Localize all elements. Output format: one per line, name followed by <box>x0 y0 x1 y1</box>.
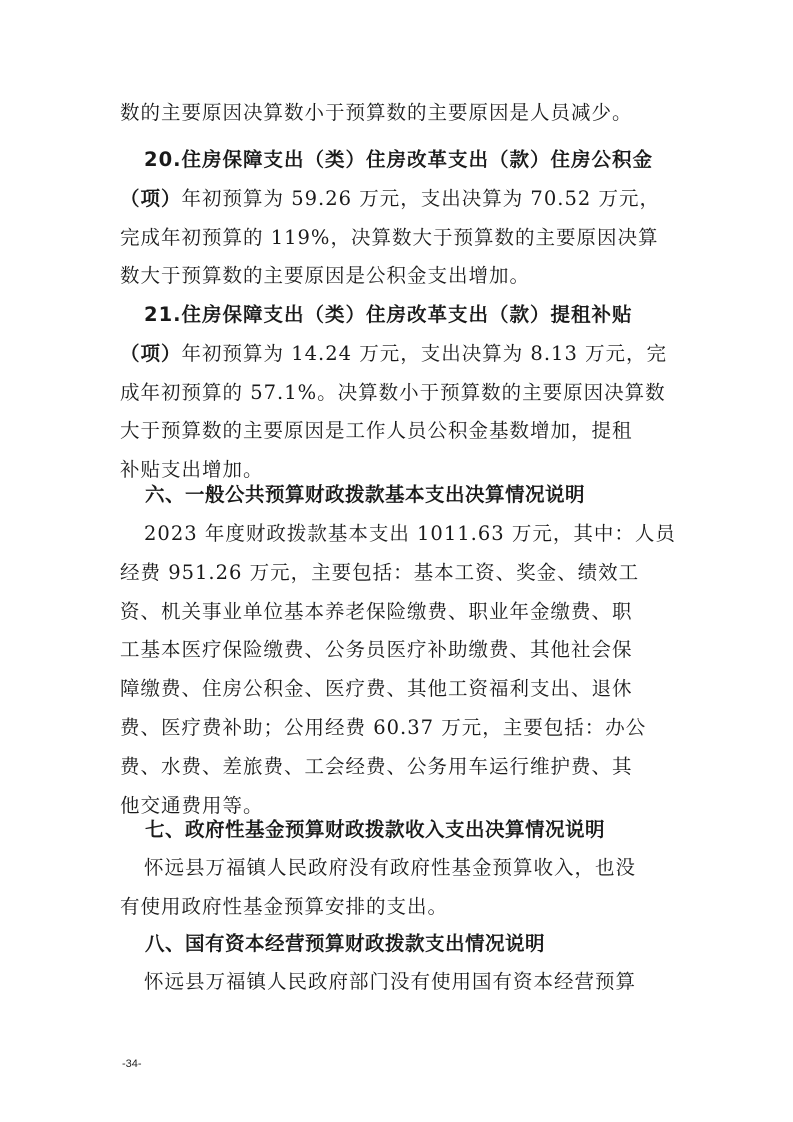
text-line: 他交通费用等。 <box>120 793 264 817</box>
text-line: 障缴费、住房公积金、医疗费、其他工资福利支出、退休 <box>120 677 633 701</box>
section-6-paragraph <box>120 515 680 825</box>
page-number: -34- <box>122 1058 142 1070</box>
section-7-paragraph <box>120 849 680 927</box>
item-21-title-cont: （项） <box>120 341 182 365</box>
text-line: 数的主要原因决算数小于预算数的主要原因是人员减少。 <box>120 101 633 124</box>
text-line: 费、水费、差旅费、工会经费、公务用车运行维护费、其 <box>120 754 633 778</box>
section-8-paragraph <box>120 963 680 1002</box>
item-20-title: 20.住房保障支出（类）住房改革支出（款）住房公积金 <box>144 148 654 171</box>
text-line: 完成年初预算的 119%，决算数大于预算数的主要原因决算 <box>120 225 659 249</box>
text-line: 2023 年度财政拨款基本支出 1011.63 万元，其中：人员 <box>144 522 676 545</box>
text-line: 工基本医疗保险缴费、公务员医疗补助缴费、其他社会保 <box>120 638 633 662</box>
text-line: 成年初预算的 57.1%。决算数小于预算数的主要原因决算数 <box>120 380 666 404</box>
text-line: 数大于预算数的主要原因是公积金支出增加。 <box>120 264 531 288</box>
text-line: 资、机关事业单位基本养老保险缴费、职业年金缴费、职 <box>120 599 633 623</box>
text-line: 经费 951.26 万元，主要包括：基本工资、奖金、绩效工 <box>120 560 640 584</box>
section-6-heading: 六、一般公共预算财政拨款基本支出决算情况说明 <box>145 483 586 506</box>
text-line: 怀远县万福镇人民政府部门没有使用国有资本经营预算 <box>144 970 637 993</box>
text-line: 有使用政府性基金预算安排的支出。 <box>120 894 449 918</box>
text-line: 补贴支出增加。 <box>120 458 264 482</box>
item-20-paragraph <box>120 141 680 296</box>
text-line: 怀远县万福镇人民政府没有政府性基金预算收入，也没 <box>144 856 637 879</box>
section-7-heading: 七、政府性基金预算财政拨款收入支出决算情况说明 <box>145 818 606 841</box>
item-20-text: 年初预算为 59.26 万元，支出决算为 70.52 万元， <box>181 186 660 210</box>
text-line: 费、医疗费补助；公用经费 60.37 万元，主要包括：办公 <box>120 715 647 739</box>
item-21-text: 年初预算为 14.24 万元，支出决算为 8.13 万元，完 <box>181 341 668 365</box>
item-21-paragraph <box>120 296 680 490</box>
item-20-title-cont: （项） <box>120 186 182 210</box>
section-8-heading: 八、国有资本经营预算财政拨款支出情况说明 <box>145 932 546 955</box>
text-line: 大于预算数的主要原因是工作人员公积金基数增加，提租 <box>120 419 633 443</box>
item-21-title: 21.住房保障支出（类）住房改革支出（款）提租补贴 <box>144 303 633 326</box>
paragraph-continuation <box>120 94 680 133</box>
